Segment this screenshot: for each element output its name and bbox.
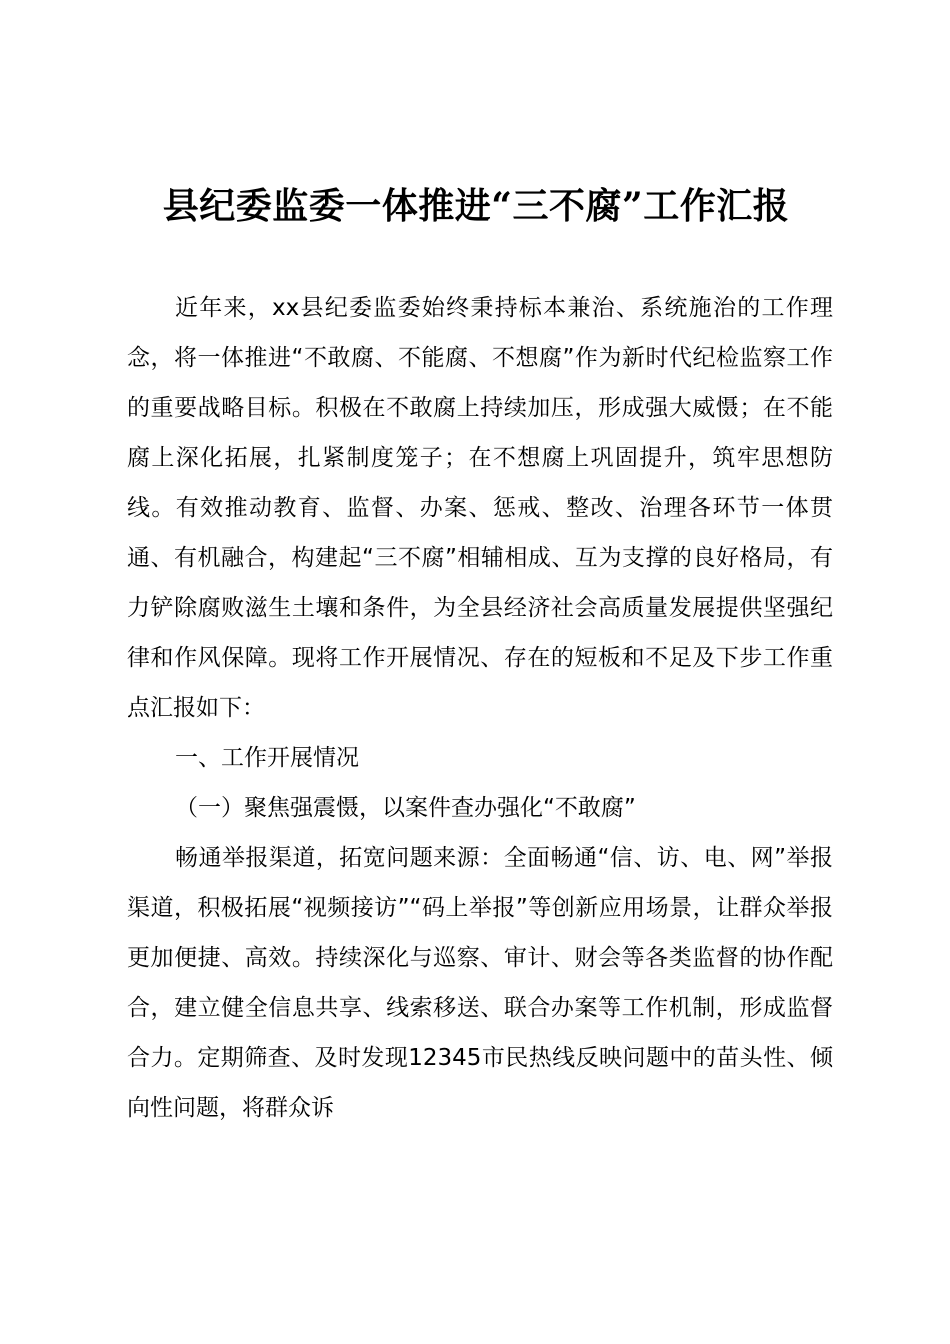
intro-paragraph: 近年来，xx县纪委监委始终秉持标本兼治、系统施治的工作理念，将一体推进“不敢腐、不能腐、不想腐”作为新时代纪检监察工作的重要战略目标。积极在不敢腐上持续加压，形成强大威慑；在不能腐上深化拓展，扎紧制度笼子；在不想腐上巩固提升，筑牢思想防线。有效推动教育、监督、办案、惩戒、整改、治理各环节一体贯通、有机融合，构建起“三不腐”相辅相成、互为支撑的良好格局，有力铲除腐败滋生土壤和条件，为全县经济社会高质量发展提供坚强纪律和作风保障。现将工作开展情况、存在的短板和不足及下步工作重点汇报如下： bbox=[127, 295, 833, 721]
document-title: 县纪委监委一体推进“三不腐”工作汇报 bbox=[162, 185, 790, 227]
document-body bbox=[127, 283, 833, 1133]
subsection-heading: （一）聚焦强震慑，以案件查办强化“不敢腐” bbox=[175, 795, 636, 821]
body-paragraph: 畅通举报渠道，拓宽问题来源：全面畅通“信、访、电、网”举报渠道，积极拓展“视频接访”“码上举报”等创新应用场景，让群众举报更加便捷、高效。持续深化与巡察、审计、财会等各类监督的协作配合，建立健全信息共享、线索移送、联合办案等工作机制，形成监督合力。定期筛查、及时发现12345市民热线反映问题中的苗头性、倾向性问题，将群众诉 bbox=[127, 845, 833, 1121]
section-heading: 一、工作开展情况 bbox=[175, 745, 359, 771]
